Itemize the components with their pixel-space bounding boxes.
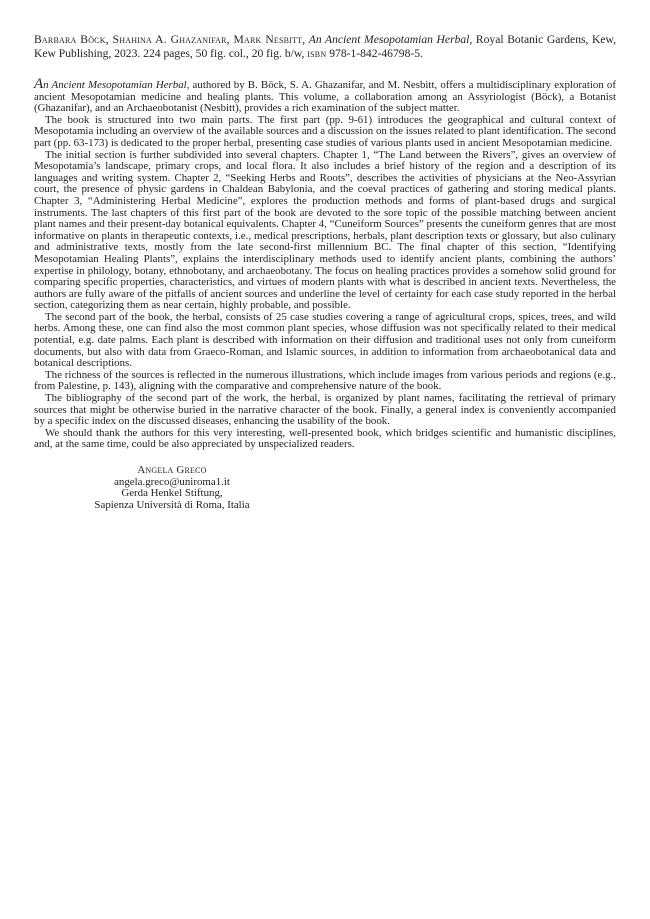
body-paragraph: The second part of the book, the herbal, consists of 25 case studies covering a range of agricultural crops, spices, trees, and wild herbs. Among these, one can find also the most common plant species, whose diffusion was not specifically related to their medical potential, e.g. date palms. Each plant is described with information on their diffusion and traditional uses not only from cuneiform documents, but also with data from Graeco-Roman, and Islamic sources, in addition to information from archaeobotanical data and botanical descriptions. [34,310,616,370]
body-paragraph: We should thank the authors for this very interesting, well-presented book, which bridges scientific and humanistic disciplines, and, at the same time, could be also appreciated by unspecialized readers. [34,426,616,451]
intro-book-title: n Ancient Mesopotamian Herbal [43,79,187,91]
reviewer-signature [92,465,252,511]
body-paragraph: The book is structured into two main parts. The first part (pp. 9-61) introduces the geographical and cultural context of Mesopotamia including an overview of the available sources and a discussion on the issues related to plant identification. The second part (pp. 63-173) is dedicated to the proper herbal, presenting case studies of various plants used in ancient Mesopotamian medicine. [34,113,616,149]
reviewer-university: Sapienza Università di Roma, Italia [94,498,250,511]
intro-paragraph [34,76,616,115]
book-publication-details: , Royal Botanic Gardens, Kew, Kew Publishing, 2023. 224 pages, 50 fig. col., 20 fig. b/w, [34,33,617,60]
isbn-label: isbn [307,47,327,60]
body-paragraph: The richness of the sources is reflected in the numerous illustrations, which include images from various periods and regions (e.g., from Palestine, p. 143), aligning with the comparative and comprehensive nature of the book. [34,368,616,393]
review-page [34,33,616,511]
review-body [34,76,616,451]
reviewer-name: Angela Greco [137,464,207,476]
reviewer-organization: Gerda Henkel Stiftung, [121,487,223,500]
book-title: An Ancient Mesopotamian Herbal [308,33,470,46]
drop-initial: A [34,76,44,92]
book-authors: Barbara Böck, Shahina A. Ghazanifar, Mark Nesbitt [34,33,303,46]
heading-separator: , [302,33,309,46]
isbn-value: 978-1-842-46798-5. [326,47,423,60]
intro-text: , authored by B. Böck, S. A. Ghazanifar, and M. Nesbitt, offers a multidisciplinary exploration of ancient Mesopotamian medicine and healing plants. This volume, a collaboration among an Assyriologist (Böck), a Botanist (Ghazanifar), and an Archaeobotanist (Nesbitt), provides a rich examination of the subject matter. [34,79,616,115]
reviewer-email: angela.greco@uniroma1.it [114,475,230,488]
body-paragraph: The bibliography of the second part of the work, the herbal, is organized by plant names, facilitating the retrieval of primary sources that might be otherwise buried in the narrative character of the book. Finally, a general index is conveniently accompanied by a specific index on the discussed diseases, enhancing the usability of the book. [34,392,616,428]
body-paragraph: The initial section is further subdivided into several chapters. Chapter 1, “The Land between the Rivers”, gives an overview of Mesopotamia’s landscape, primary crops, and local flora. It also includes a brief history of the region and a description of its languages and writing system. Chapter 2, “Seeking Herbs and Roots”, describes the activities of physicians at the Neo-Assyrian court, the presence of physic gardens in Chaldean Babylonia, and the coeval practices of gathering and storing medical plants. Chapter 3, “Administering Herbal Medicine”, explores the production methods and forms of plant-based drugs and surgical instruments. The last chapters of this first part of the book are devoted to the sore topic of the possible matching between ancient plant names and their present-day botanical equivalents. Chapter 4, “Cuneiform Sources” presents the cuneiform genres that are most informative on plants in therapeutic contexts, i.e., medical prescriptions, herbals, plant description texts or glossary, but also culinary and administrative texts, mostly from the late second-first millennium BC. The final chapter of this section, “Identifying Mesopotamian Healing Plants”, explains the interdisciplinary methods used to identify ancient plants, combining the authors’ expertise in philology, botany, ethnobotany, and archaeobotany. The focus on healing practices provides a somehow solid ground for comparing specific properties, characteristics, and virtues of modern plants with what is described in ancient texts. Nevertheless, the authors are fully aware of the pitfalls of ancient sources and underline the level of certainty for each case study reported in the herbal section, categorizing them as near certain, highly probable, and possible. [34,148,616,312]
bibliographic-heading [34,33,616,61]
